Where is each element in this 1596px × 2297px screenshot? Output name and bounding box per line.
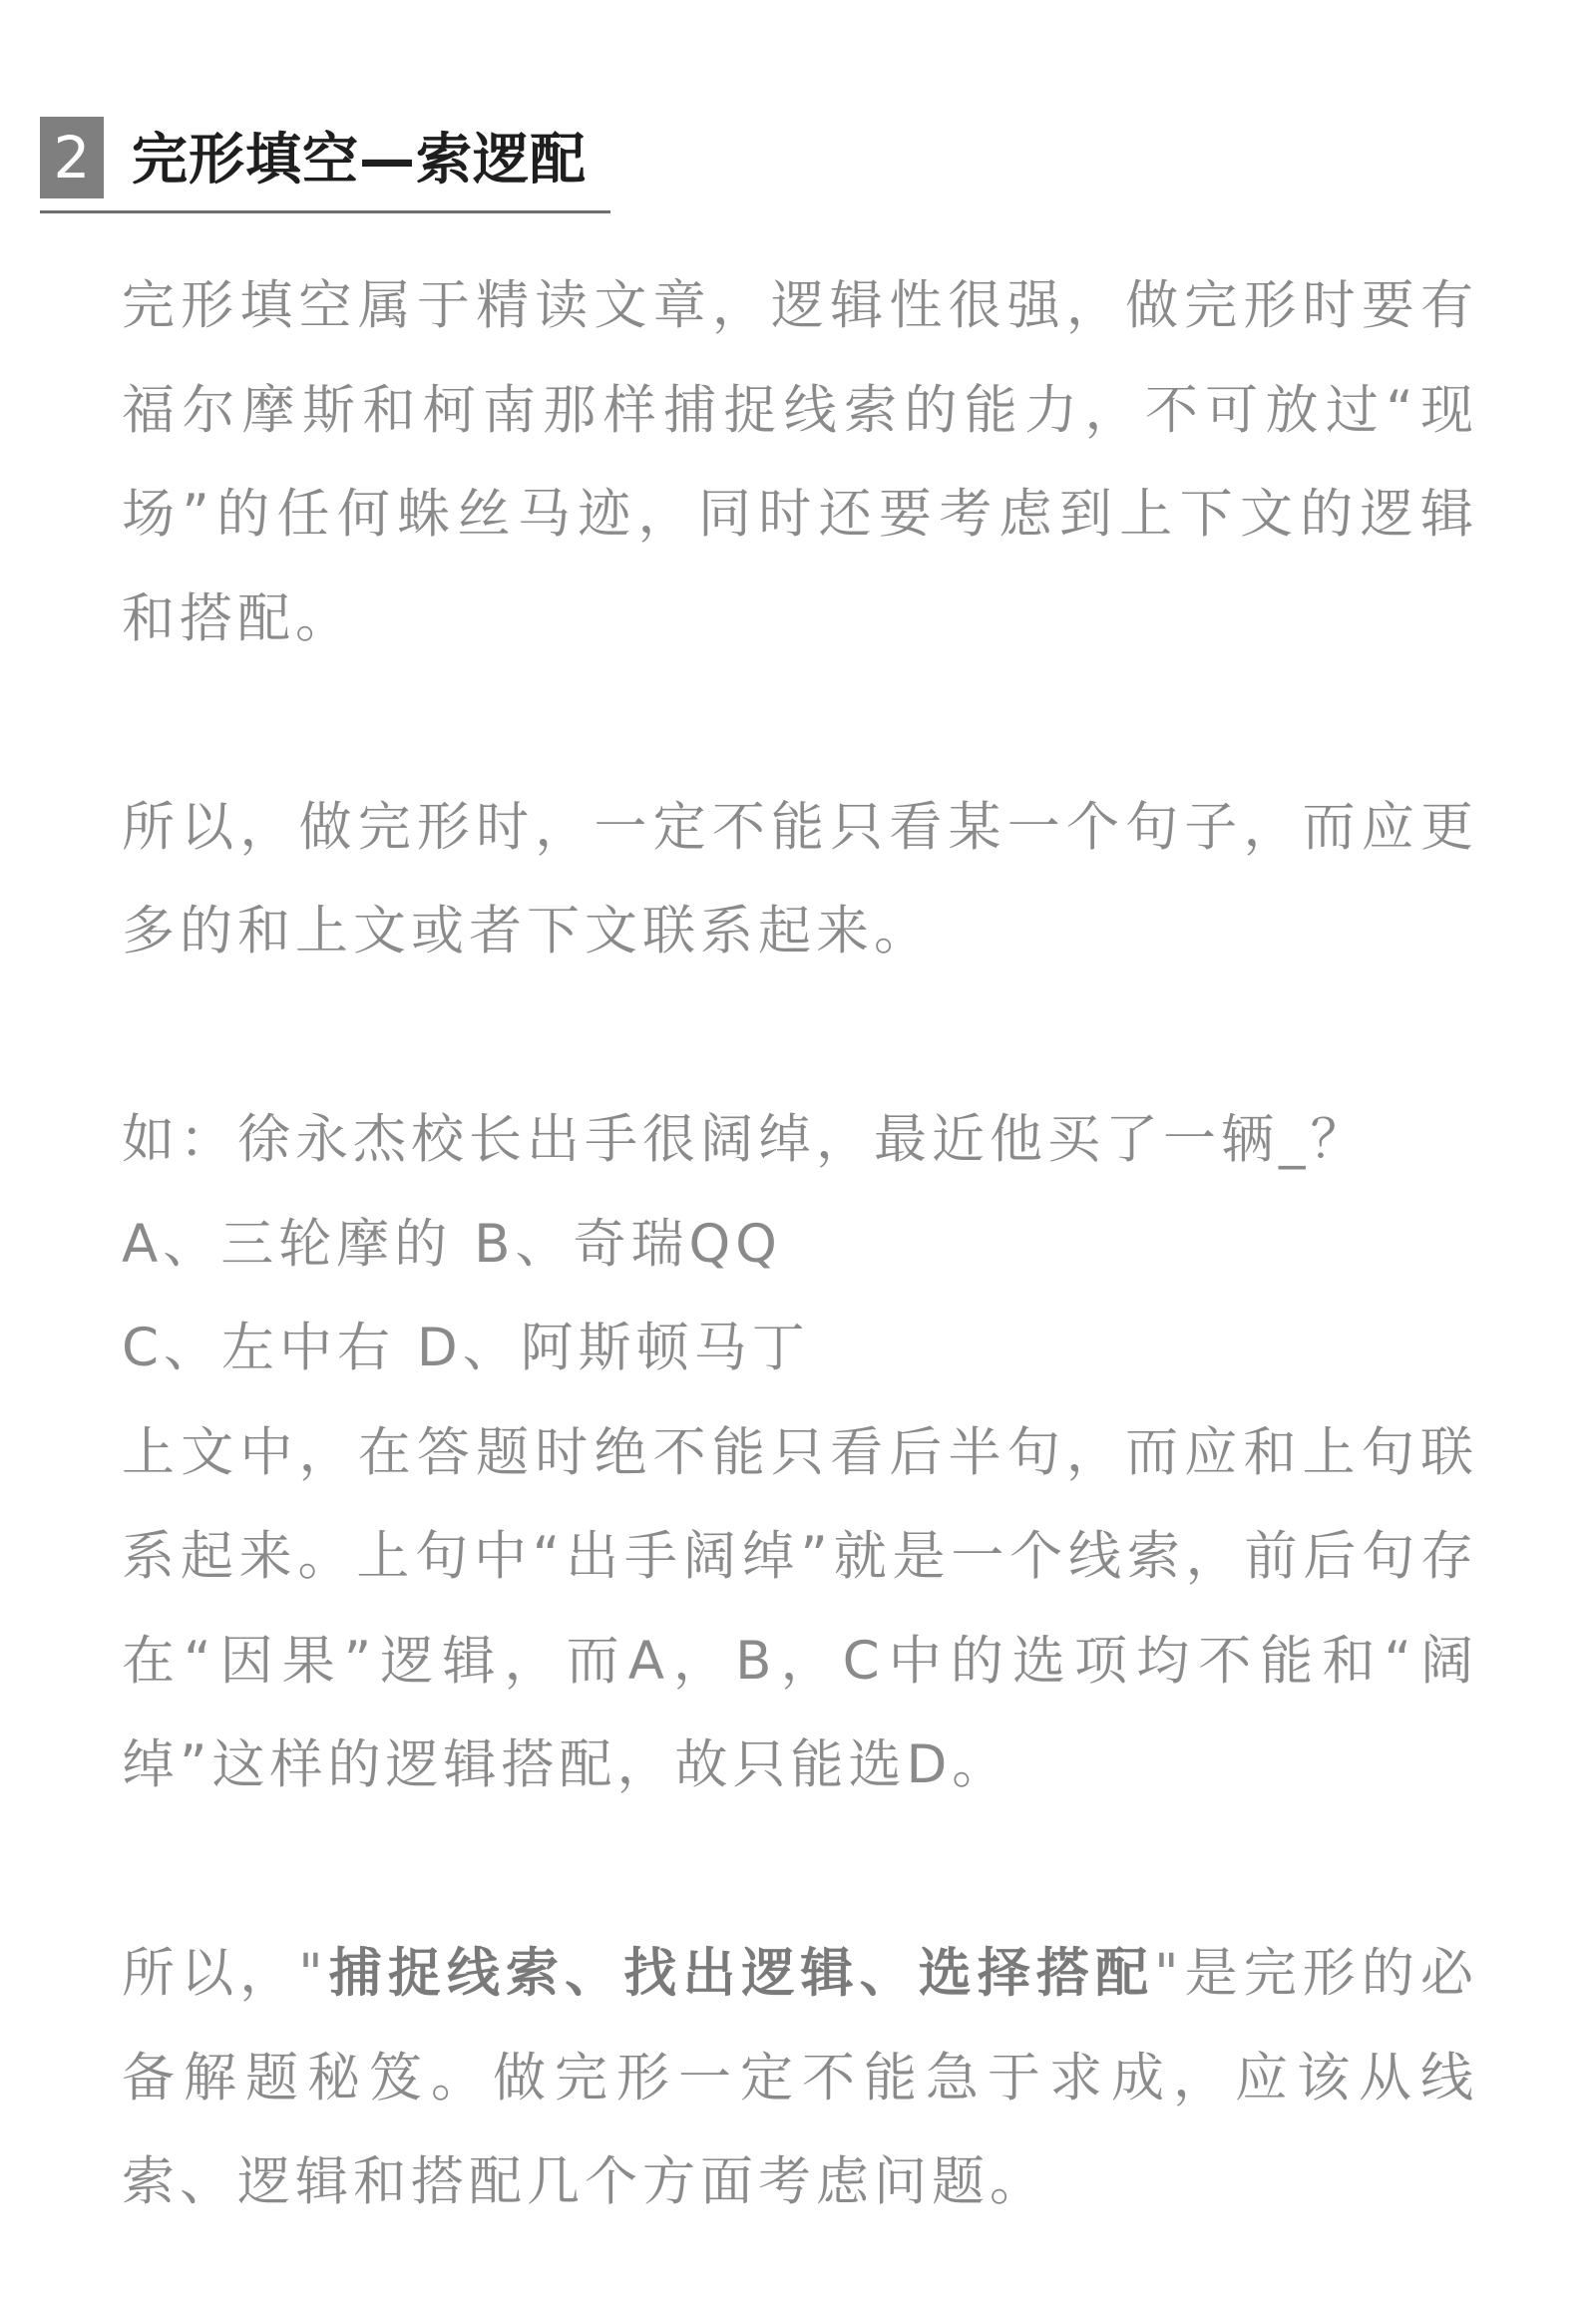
summary-emphasis: 捕捉线索、找出逻辑、选择搭配: [327, 1943, 1155, 2004]
section-header: [40, 117, 610, 216]
example-options-cd: C、左中右 D、阿斯顿马丁: [122, 1318, 810, 1378]
paragraph-gap: [122, 671, 1478, 776]
summary-prefix: 所以，": [122, 1943, 328, 2004]
example-explanation: 上文中，在答题时绝不能只看后半句，而应和上句联系起来。上句中“出手阔绰”就是一个线索，前后句存在“因果”逻辑，而A，B，C中的选项均不能和“阔绰”这样的逻辑搭配，故只能选D。: [122, 1421, 1478, 1795]
paragraph-intro: 完形填空属于精读文章，逻辑性很强，做完形时要有福尔摩斯和柯南那样捕捉线索的能力，不可放过“现场”的任何蛛丝马迹，同时还要考虑到上下文的逻辑和搭配。: [122, 275, 1478, 649]
summary-suffix: "是完形的必备解题秘笈。做完形一定不能急于求成，应该从线索、逻辑和搭配几个方面考虑问题。: [122, 1943, 1478, 2212]
example-options-ab: A、三轮摩的 B、奇瑞QQ: [122, 1213, 782, 1275]
paragraph-gap: [122, 984, 1478, 1089]
header-divider: [40, 210, 610, 213]
section-title: 完形填空—索逻配: [132, 128, 587, 192]
example-question: 如：徐永杰校长出手很阔绰，最近他买了一辆_？: [122, 1109, 1369, 1170]
paragraph-context: 所以，做完形时，一定不能只看某一个句子，而应更多的和上文或者下文联系起来。: [122, 796, 1478, 961]
paragraph-gap: [122, 1818, 1478, 1923]
section-number-badge: 2: [40, 117, 104, 198]
paragraph-summary: [122, 1922, 1478, 2235]
article-body: [122, 254, 1478, 2235]
